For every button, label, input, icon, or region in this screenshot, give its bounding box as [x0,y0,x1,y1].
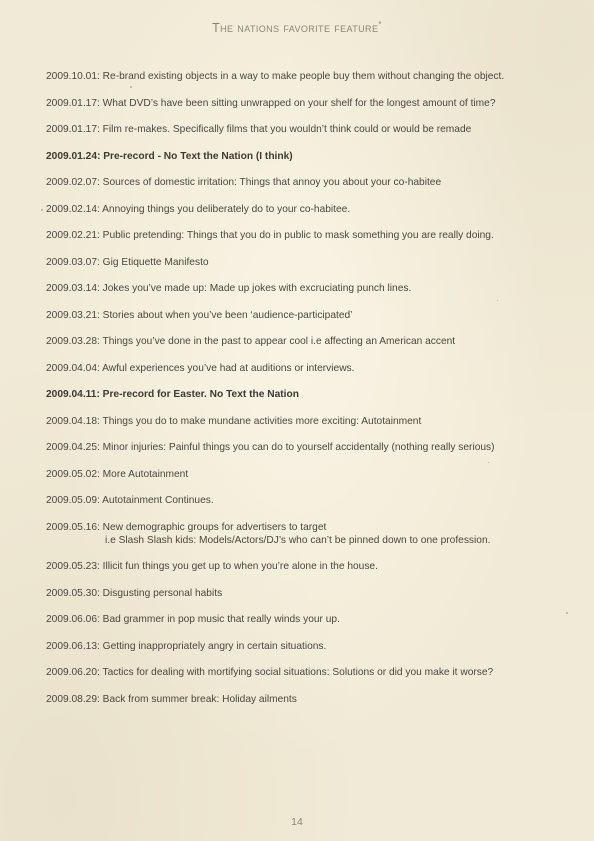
entry-text: What DVD’s have been sitting unwrapped on your shelf for the longest amount of time? [102,97,496,109]
entry-separator: : [97,495,103,506]
entry-separator: : [97,693,103,705]
list-item [46,693,566,720]
entry-separator: : [97,561,103,573]
entry-date: 2009.10.01 [46,71,97,82]
entry-date: 2009.04.18 [46,415,97,427]
entry-text: More Autotainment [102,468,189,480]
paper-speck [41,209,43,211]
entry-separator: : [97,521,103,533]
entry-text: Annoying things you deliberately do to your co-habitee. [102,203,351,215]
list-item [46,309,566,336]
entry-text: Re-brand existing objects in a way to make people buy them without changing the object. [102,71,505,82]
entry-date: 2009.06.20 [46,667,97,679]
list-item [46,441,566,468]
entry-separator: : [97,442,103,453]
entry-text: Illicit fun things you get up to when you’re alone in the house. [102,561,378,573]
list-item [46,415,566,442]
entry-text: Bad grammer in pop music that really winds your up. [102,614,340,626]
entry-text: Public pretending: Things that you do in public to mask something you are really doing. [102,230,494,241]
list-item [46,335,566,362]
entry-text: Stories about when you’ve been ‘audience-participated’ [102,309,353,321]
entry-date: 2009.03.14 [46,283,97,294]
list-item [46,560,566,587]
entry-date: 2009.01.17 [46,97,97,109]
entry-separator: : [97,230,103,241]
list-item [46,640,566,667]
list-item [46,123,566,150]
entry-date: 2009.04.25 [46,442,97,453]
list-item [46,203,566,230]
entry-text: Disgusting personal habits [102,587,223,599]
entry-text: Gig Etiquette Manifesto [102,256,209,268]
entry-date: 2009.05.02 [46,468,97,480]
entry-date: 2009.08.29 [46,693,97,705]
entry-text: Awful experiences you’ve had at auditions or interviews. [102,362,355,374]
entry-text: Minor injuries: Painful things you can do to yourself accidentally (nothing really serious) [102,442,495,453]
entry-separator: : [97,614,103,626]
list-item [46,229,566,256]
entry-text: Pre-record for Easter. No Text the Nation [102,389,299,400]
entry-text: Things you do to make mundane activities more exciting: Autotainment [102,415,422,427]
entry-separator: : [97,71,103,82]
entry-separator: : [97,177,103,188]
entry-separator: : [97,640,103,652]
entry-date: 2009.01.24 [46,150,97,162]
list-item [46,521,566,561]
entry-text: Pre-record - No Text the Nation (I think) [103,150,293,162]
entry-date: 2009.03.28 [46,336,97,347]
list-item [46,282,566,309]
entry-text: Tactics for dealing with mortifying social situations: Solutions or did you make it worse? [102,667,494,679]
entry-date: 2009.04.11 [46,389,97,400]
entry-text: Getting inappropriately angry in certain situations. [102,640,327,652]
entry-date: 2009.06.06 [46,614,97,626]
list-item [46,494,566,521]
entry-separator: : [97,283,103,294]
entry-separator: : [97,415,103,427]
list-item [46,666,566,693]
list-item [46,613,566,640]
list-item [46,362,566,389]
page-title [0,20,594,35]
entry-separator: : [97,97,103,109]
entry-date: 2009.05.16 [46,521,97,533]
list-item [46,176,566,203]
entry-date: 2009.01.17 [46,124,97,135]
entry-text: Things you’ve done in the past to appear cool i.e affecting an American accent [102,336,456,347]
entry-separator: : [97,667,103,679]
entry-date: 2009.02.21 [46,230,97,241]
entry-text: New demographic groups for advertisers to target [102,521,327,533]
list-item [46,97,566,124]
entry-separator: : [96,389,103,400]
paper-speck [566,612,568,614]
list-item [46,468,566,495]
entry-text: Jokes you’ve made up: Made up jokes with excruciating punch lines. [102,283,412,294]
entry-separator: : [97,587,103,599]
list-item [46,70,566,97]
feature-list [46,70,566,719]
entry-separator: : [97,124,103,135]
entry-date: 2009.04.04 [46,362,97,374]
entry-date: 2009.05.23 [46,561,97,573]
entry-date: 2009.05.30 [46,587,97,599]
entry-separator: : [97,309,103,321]
entry-date: 2009.06.13 [46,640,97,652]
entry-text: Sources of domestic irritation: Things that annoy you about your co-habitee [102,177,442,188]
entry-date: 2009.02.07 [46,177,97,188]
page-title-text: The nations favorite feature [212,21,379,36]
entry-date: 2009.05.09 [46,495,97,506]
entry-separator: : [97,203,103,215]
list-item [46,150,566,177]
entry-date: 2009.02.14 [46,203,97,215]
entry-separator: : [97,468,103,480]
entry-date: 2009.03.21 [46,309,97,321]
entry-date: 2009.03.07 [46,256,97,268]
entry-text: Film re-makes. Specifically films that you wouldn’t think could or would be remade [102,124,472,135]
entry-subline: i.e Slash Slash kids: Models/Actors/DJ’s who can’t be pinned down to one profession. [105,534,491,546]
entry-text: Autotainment Continues. [102,495,214,506]
page-number: 14 [291,816,303,828]
entry-separator: : [97,336,103,347]
entry-separator: : [97,362,103,374]
page-title-mark: * [378,20,382,29]
entry-text: Back from summer break: Holiday ailments [102,693,297,705]
entry-separator: : [97,256,103,268]
list-item [46,587,566,614]
entry-separator: : [97,150,104,162]
list-item [46,388,566,415]
list-item [46,256,566,283]
